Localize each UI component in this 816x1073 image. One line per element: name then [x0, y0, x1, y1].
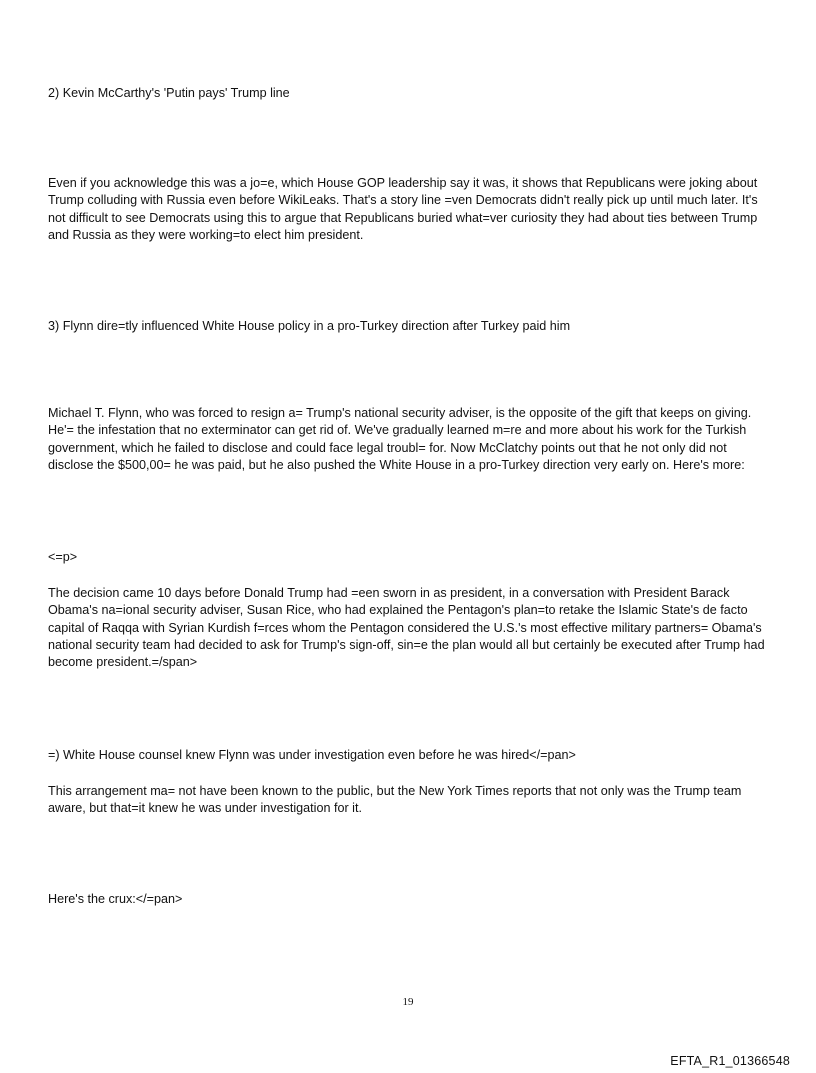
quoted-paragraph: The decision came 10 days before Donald Trump had =een sworn in as president, in a conversation with President Barack Obama's na=ional security adviser, Susan Rice, who had explained the Pentagon's plan=to retake the Islamic State's de facto capital of Raqqa with Syrian Kurdish f=rces whom the Pentagon considered the U.S.'s most effective military partners= Obama's national security team had decided to ask for Trump's sign-off, sin=e the plan would all but certainly be executed after Trump had become president.=/span>	[48, 586, 765, 670]
section-heading-4: =) White House counsel knew Flynn was under investigation even before he was hired</=pan>	[48, 748, 576, 762]
document-id: EFTA_R1_01366548	[670, 1054, 790, 1068]
paragraph-counsel: This arrangement ma= not have been known to the public, but the New York Times reports that not only was the Trump team aware, but that=it knew he was under investigation for it.	[48, 784, 742, 816]
html-tag-text: <=p>	[48, 550, 78, 564]
section-heading-3: 3) Flynn dire=tly influenced White House policy in a pro-Turkey direction after Turkey paid him	[48, 319, 571, 333]
section-heading-2: 2) Kevin McCarthy's 'Putin pays' Trump line	[48, 86, 290, 100]
crux-line: Here's the crux:</=pan>	[48, 892, 183, 906]
paragraph-mccarthy: Even if you acknowledge this was a jo=e, which House GOP leadership say it was, it shows that Republicans were joking about Trump colluding with Russia even before WikiLeaks. That's a story line =ven Democrats didn't really pick up until much later. It's not difficult to see Democrats using this to argue that Republicans buried what=ver curiosity they had about ties between Trump and Russia as they were working=to elect him president.	[48, 176, 758, 242]
page-number: 19	[402, 996, 414, 1008]
paragraph-flynn: Michael T. Flynn, who was forced to resign a= Trump's national security adviser, is the opposite of the gift that keeps on giving. He'= the infestation that no exterminator can get rid of. We've gradually learned m=re and more about his work for the Turkish government, which he failed to disclose and could face legal troubl= for. Now McClatchy points out that he not only did not disclose the $500,00= he was paid, but he also pushed the White House in a pro-Turkey direction very early on. Here's more:	[48, 406, 752, 472]
